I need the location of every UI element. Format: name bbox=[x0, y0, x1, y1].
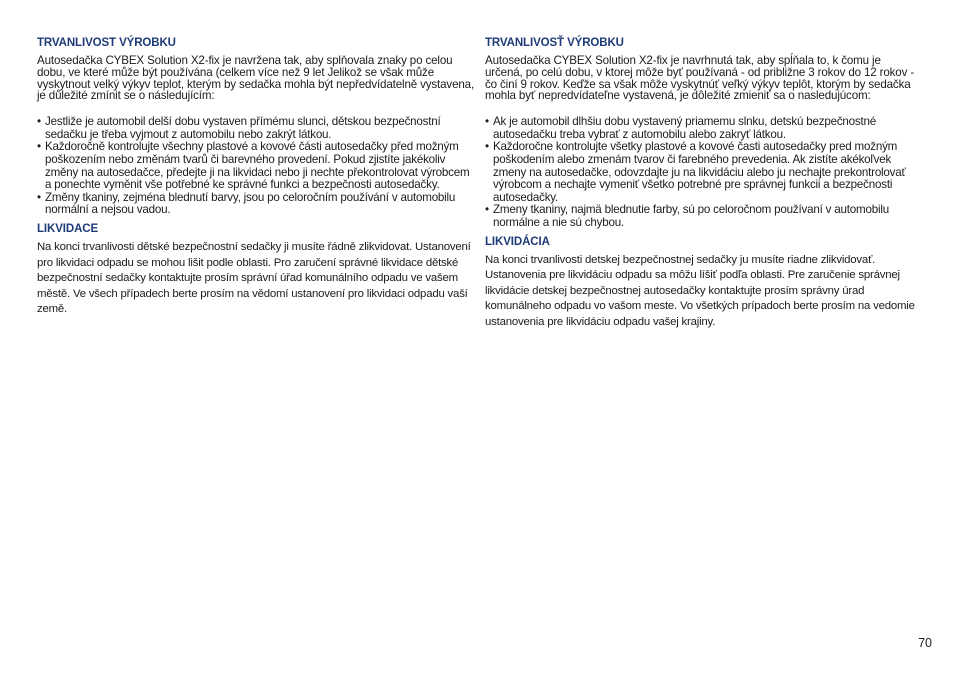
durability-heading-cz: TRVANLIVOST VÝROBKU bbox=[37, 37, 176, 49]
disposal-heading-cz: LIKVIDACE bbox=[37, 222, 99, 235]
durability-intro-sk: Autosedačka CYBEX Solution X2-fix je navrhnutá tak, aby spĺňala to, k čomu je určená, po celú dobu, v ktorej môže byť používaná - od približne 3 rokov do 12 rokov - čo činí 9 rokov. Keďže sa však môže vyskytnúť veľký výkyv teplôt, ktorým by sedačka mohla byť nepredvídateľne vystavená, je dôležité zmieniť sa o nasledujúcom: bbox=[485, 54, 915, 103]
bullet-icon: • bbox=[37, 115, 41, 129]
list-item: • Změny tkaniny, zejména blednutí barvy, jsou po celoročním používání v automobilu normální a nejsou vadou. bbox=[37, 190, 456, 217]
page-number: 70 bbox=[918, 636, 932, 650]
bullet-icon: • bbox=[37, 190, 41, 204]
durability-list-cz bbox=[37, 116, 477, 217]
bullet-icon: • bbox=[485, 203, 489, 217]
disposal-text-cz: Na konci trvanlivosti dětské bezpečnostní sedačky ji musíte řádně zlikvidovat. Ustanovení pro likvidaci odpadu se mohou lišit podle oblasti. Pro zaručení správné likvidace dětské bezpečnostní sedačky kontaktujte prosím správní úřad komunálního odpadu ve vašem městě. Ve všech případech berte prosím na vědomí ustanovení pro likvidaci odpadu vaší země. bbox=[37, 240, 471, 316]
list-item: • Ak je automobil dlhšiu dobu vystavený priamemu slnku, detskú bezpečnostné autosedačku treba vybrať z automobilu alebo zakryť látkou. bbox=[485, 115, 877, 141]
left-column bbox=[37, 36, 477, 318]
durability-intro-cz: Autosedačka CYBEX Solution X2-fix je navržena tak, aby splňovala znaky po celou dobu, ve které může být používána (celkem více než 9 let Jelikož se však může vyskytnout velký výkyv teplot, kterým by sedačka mohla být nepředvídatelně vystavena, je důležité zmínit se o následujícím: bbox=[37, 54, 475, 103]
list-item: • Každoročne kontrolujte všetky plastové a kovové časti autosedačky pred možným poškodením alebo zmenám tvarov či farebného prevedenia. Ak zistíte akékoľvek zmeny na autosedačke, odovzdajte ju na likvidáciu alebo ju nechajte prekontrolovať výrobcom a nechajte vymeniť všetko potrebné pre správnej funkcii a bezpečnosti autosedačky. bbox=[485, 140, 906, 204]
right-column bbox=[485, 36, 917, 331]
list-item: • Jestliže je automobil delší dobu vystaven přímému slunci, dětskou bezpečnostní sedačku je třeba vyjmout z automobilu nebo zakrýt látkou. bbox=[37, 115, 441, 141]
list-item: • Každoročně kontrolujte všechny plastové a kovové části autosedačky před možným poškozením nebo změnám tvarů či barevného provedení. Pokud zjistíte jakékoliv změny na autosedačce, předejte ji na likvidaci nebo ji nechte překontrolovat výrobcem a ponechte vyměnit vše potřebné ke správné funkci a bezpečnosti autosedačky. bbox=[37, 140, 470, 192]
durability-heading-sk: TRVANLIVOSŤ VÝROBKU bbox=[485, 37, 624, 49]
bullet-icon: • bbox=[485, 140, 489, 154]
disposal-text-sk: Na konci trvanlivosti detskej bezpečnostnej sedačky ju musíte riadne zlikvidovať. Ustanovenia pre likvidáciu odpadu sa môžu líšiť podľa oblasti. Pre zaručenie správnej likvidácie detskej bezpečnostnej autosedačky kontaktujte prosím správny úrad komunálneho odpadu vo vašom meste. Vo všetkých prípadoch berte prosím na vedomie ustanovenia pre likvidáciu odpadu vašej krajiny. bbox=[485, 253, 915, 328]
list-item: • Zmeny tkaniny, najmä blednutie farby, sú po celoročnom používaní v automobilu normálne a nie sú chybou. bbox=[485, 203, 889, 229]
bullet-icon: • bbox=[37, 140, 41, 154]
bullet-icon: • bbox=[485, 115, 489, 129]
durability-list-sk bbox=[485, 116, 917, 229]
disposal-heading-sk: LIKVIDÁCIA bbox=[485, 235, 550, 248]
